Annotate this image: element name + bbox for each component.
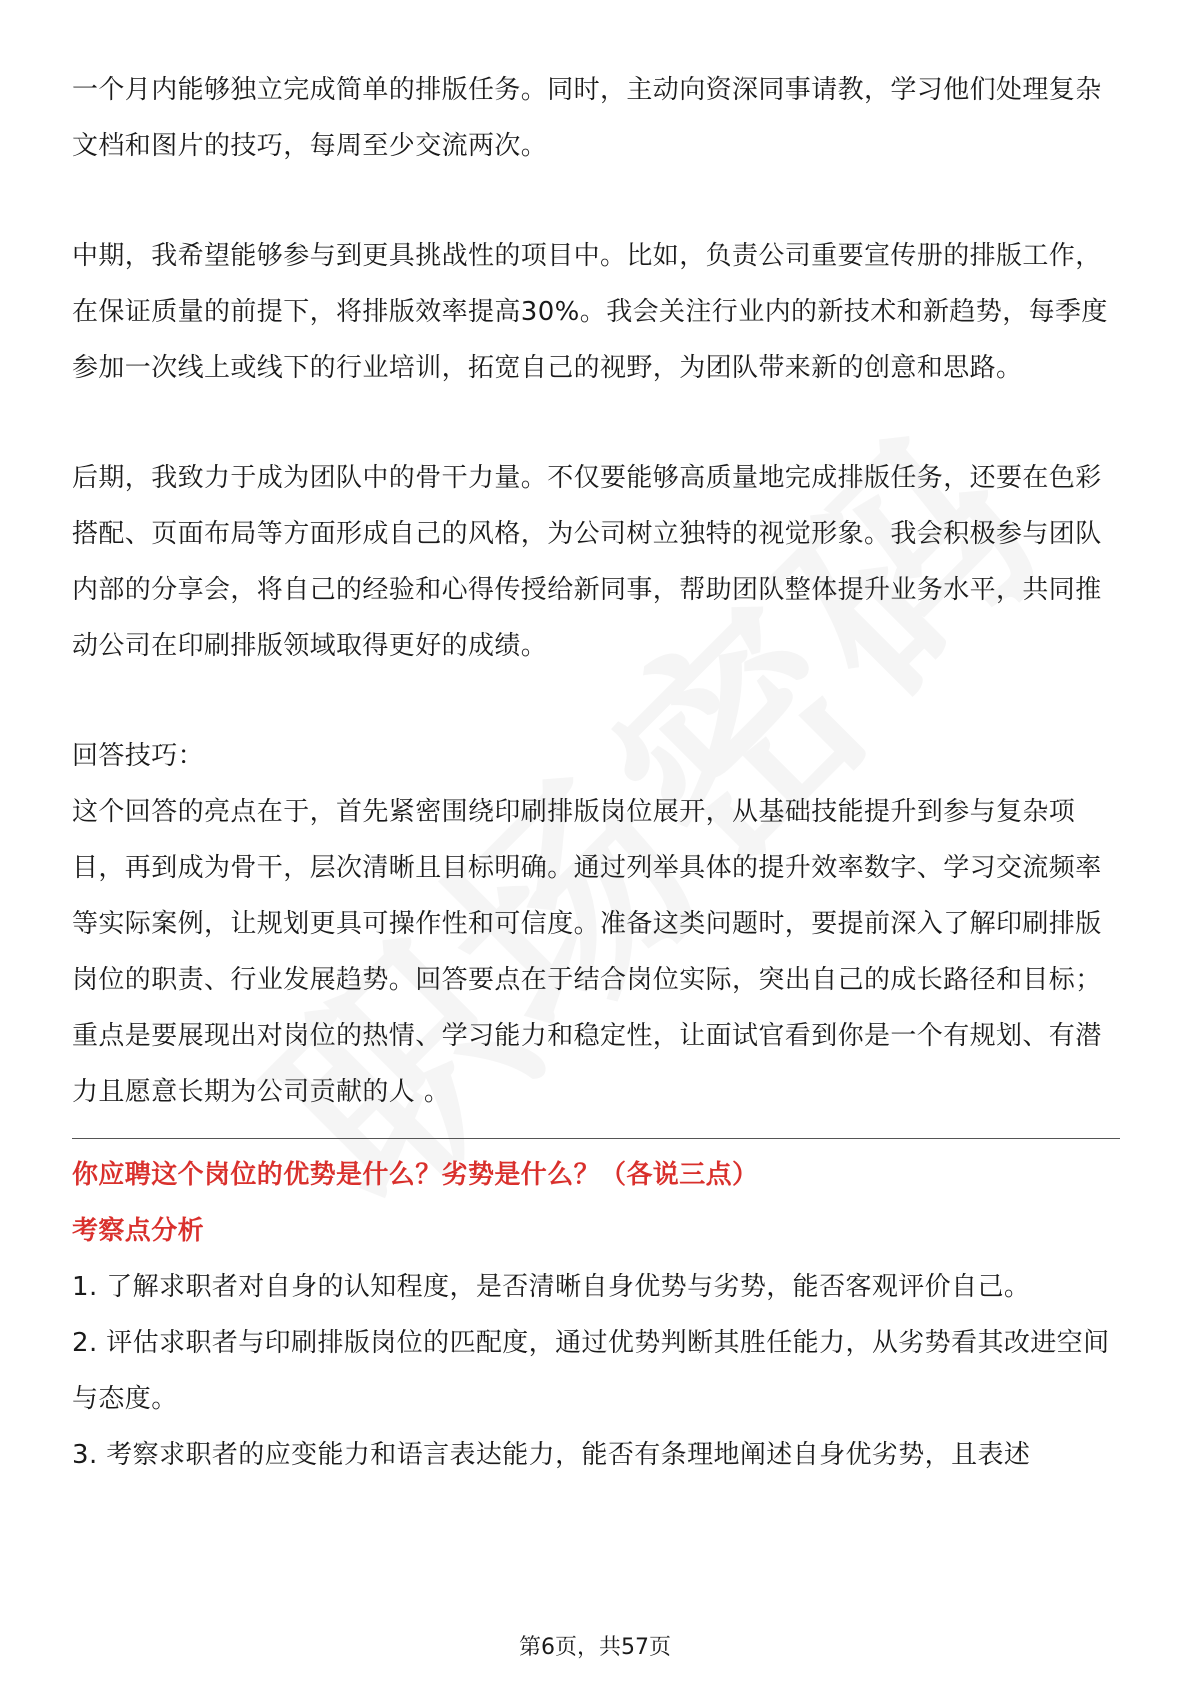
paragraph-short-term: 一个月内能够独立完成简单的排版任务。同时，主动向资深同事请教，学习他们处理复杂文档和图片的技巧，每周至少交流两次。 — [72, 75, 1102, 161]
spacer — [72, 396, 1120, 450]
paragraph-mid-term: 中期，我希望能够参与到更具挑战性的项目中。比如，负责公司重要宣传册的排版工作，在保证质量的前提下，将排版效率提高30%。我会关注行业内的新技术和新趋势，每季度参加一次线上或线下的行业培训，拓宽自己的视野，为团队带来新的创意和思路。 — [72, 241, 1108, 383]
analysis-heading: 考察点分析 — [72, 1216, 205, 1246]
section-divider — [72, 1138, 1120, 1139]
tips-label: 回答技巧： — [72, 741, 205, 771]
analysis-point-3: 3. 考察求职者的应变能力和语言表达能力，能否有条理地阐述自身优劣势，且表述 — [72, 1440, 1031, 1470]
paragraph-long-term: 后期，我致力于成为团队中的骨干力量。不仅要能够高质量地完成排版任务，还要在色彩搭配、页面布局等方面形成自己的风格，为公司树立独特的视觉形象。我会积极参与团队内部的分享会，将自己的经验和心得传授给新同事，帮助团队整体提升业务水平，共同推动公司在印刷排版领域取得更好的成绩。 — [72, 463, 1102, 661]
spacer — [72, 674, 1120, 728]
spacer — [72, 174, 1120, 228]
question-title: 你应聘这个岗位的优势是什么？劣势是什么？（各说三点） — [72, 1160, 759, 1190]
analysis-point-1: 1. 了解求职者对自身的认知程度，是否清晰自身优势与劣势，能否客观评价自己。 — [72, 1272, 1031, 1302]
tips-body: 这个回答的亮点在于，首先紧密围绕印刷排版岗位展开，从基础技能提升到参与复杂项目，再到成为骨干，层次清晰且目标明确。通过列举具体的提升效率数字、学习交流频率等实际案例，让规划更具可操作性和可信度。准备这类问题时，要提前深入了解印刷排版岗位的职责、行业发展趋势。回答要点在于结合岗位实际，突出自己的成长路径和目标；重点是要展现出对岗位的热情、学习能力和稳定性，让面试官看到你是一个有规划、有潜力且愿意长期为公司贡献的人 。 — [72, 797, 1102, 1107]
page-number: 第6页，共57页 — [519, 1635, 671, 1660]
document-body — [72, 62, 1120, 1483]
analysis-point-2: 2. 评估求职者与印刷排版岗位的匹配度，通过优势判断其胜任能力，从劣势看其改进空间与态度。 — [72, 1328, 1110, 1414]
